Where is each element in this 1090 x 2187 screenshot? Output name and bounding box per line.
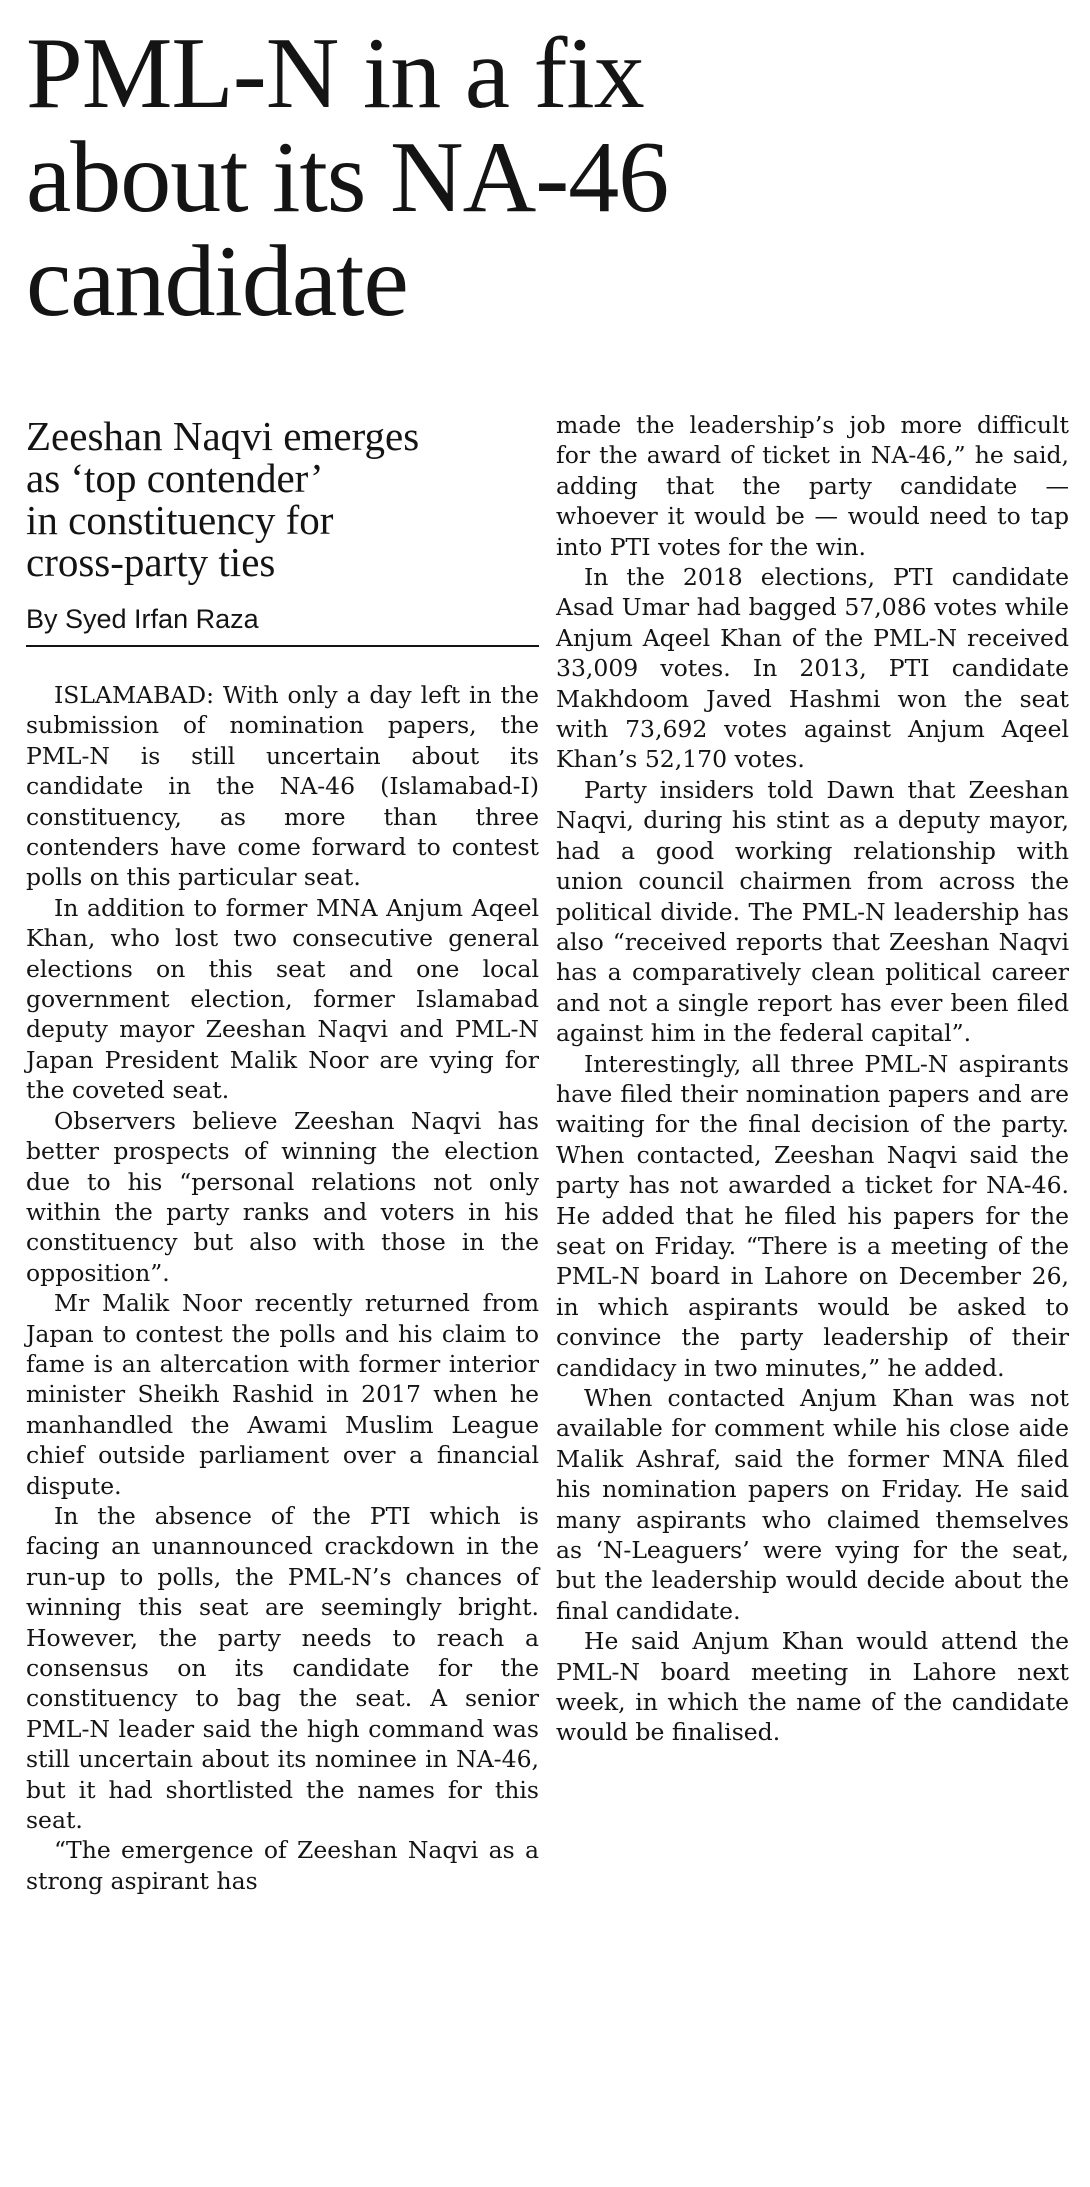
- body-paragraph: Mr Malik Noor recently returned from Japan to contest the polls and his claim to fame is an altercation with former interior minister Sheikh Rashid in 2017 when he manhandled the Awami Muslim League chief outside parliament over a financial dispute.: [26, 1289, 539, 1500]
- left-column: [26, 415, 539, 1896]
- body-paragraph: In addition to former MNA Anjum Aqeel Khan, who lost two consecutive general elections on this seat and one local government election, former Islamabad deputy mayor Zeeshan Naqvi and PML-N Japan President Malik Noor are vying for the coveted seat.: [26, 893, 539, 1105]
- body-paragraph: In the 2018 elections, PTI candidate Asad Umar had bagged 57,086 votes while Anjum Aqeel Khan of the PML-N received 33,009 votes. In 2013, PTI candidate Makhdoom Javed Hashmi won the seat with 73,692 votes against Anjum Aqeel Khan’s 52,170 votes.: [556, 563, 1069, 774]
- headline: [26, 17, 1076, 338]
- body-paragraph: Interestingly, all three PML-N aspirants have filed their nomination papers and are waiting for the final decision of the party. When contacted, Zeeshan Naqvi said the party has not awarded a ticket for NA-46. He added that he filed his papers for the seat on Friday. “There is a meeting of the PML-N board in Lahore on December 26, in which aspirants would be asked to convince the party leadership of their candidacy in two minutes,” he added.: [556, 1049, 1069, 1382]
- subheadline: [26, 415, 539, 583]
- headline-line: candidate: [26, 225, 408, 338]
- body-paragraph: “The emergence of Zeeshan Naqvi as a strong aspirant has: [26, 1836, 539, 1895]
- headline-line: PML-N in a fix: [26, 17, 644, 130]
- headline-line: about its NA-46: [26, 121, 669, 234]
- right-column: [556, 410, 1069, 1748]
- subhead-line: cross-party ties: [26, 539, 276, 585]
- body-paragraph: Observers believe Zeeshan Naqvi has better prospects of winning the election due to his “personal relations not only within the party ranks and voters in his constituency but also with those in the opposition”.: [26, 1106, 539, 1287]
- body-paragraph: made the leadership’s job more difficult for the award of ticket in NA-46,” he said, adding that the party candidate — whoever it would be — would need to tap into PTI votes for the win.: [556, 411, 1069, 561]
- subhead-line: as ‘top contender’: [26, 455, 324, 501]
- body-paragraph: In the absence of the PTI which is facing an unannounced crackdown in the run-up to polls, the PML-N’s chances of winning this seat are seemingly bright. However, the party needs to reach a consensus on its candidate for the constituency to bag the seat. A senior PML-N leader said the high command was still uncertain about its nominee in NA-46, but it had shortlisted the names for this seat.: [26, 1501, 539, 1835]
- subhead-line: Zeeshan Naqvi emerges: [26, 413, 420, 459]
- byline: By Syed Irfan Raza: [26, 603, 539, 647]
- body-paragraph: He said Anjum Khan would attend the PML-N board meeting in Lahore next week, in which the name of the candidate would be finalised.: [556, 1627, 1069, 1747]
- body-paragraph: When contacted Anjum Khan was not available for comment while his close aide Malik Ashraf, said the former MNA filed his nomination papers on Friday. He said many aspirants who claimed themselves as ‘N-Leaguers’ were vying for the seat, but the leadership would decide about the final candidate.: [556, 1384, 1069, 1625]
- body-paragraph: ISLAMABAD: With only a day left in the submission of nomination papers, the PML-N is still uncertain about its candidate in the NA-46 (Islamabad-I) constituency, as more than three contenders have come forward to contest polls on this particular seat.: [26, 681, 539, 892]
- body-paragraph: Party insiders told Dawn that Zeeshan Naqvi, during his stint as a deputy mayor, had a good working relationship with union council chairmen from across the political divide. The PML-N leadership has also “received reports that Zeeshan Naqvi has a comparatively clean political career and not a single report has ever been filed against him in the federal capital”.: [556, 775, 1069, 1048]
- subhead-line: in constituency for: [26, 497, 334, 543]
